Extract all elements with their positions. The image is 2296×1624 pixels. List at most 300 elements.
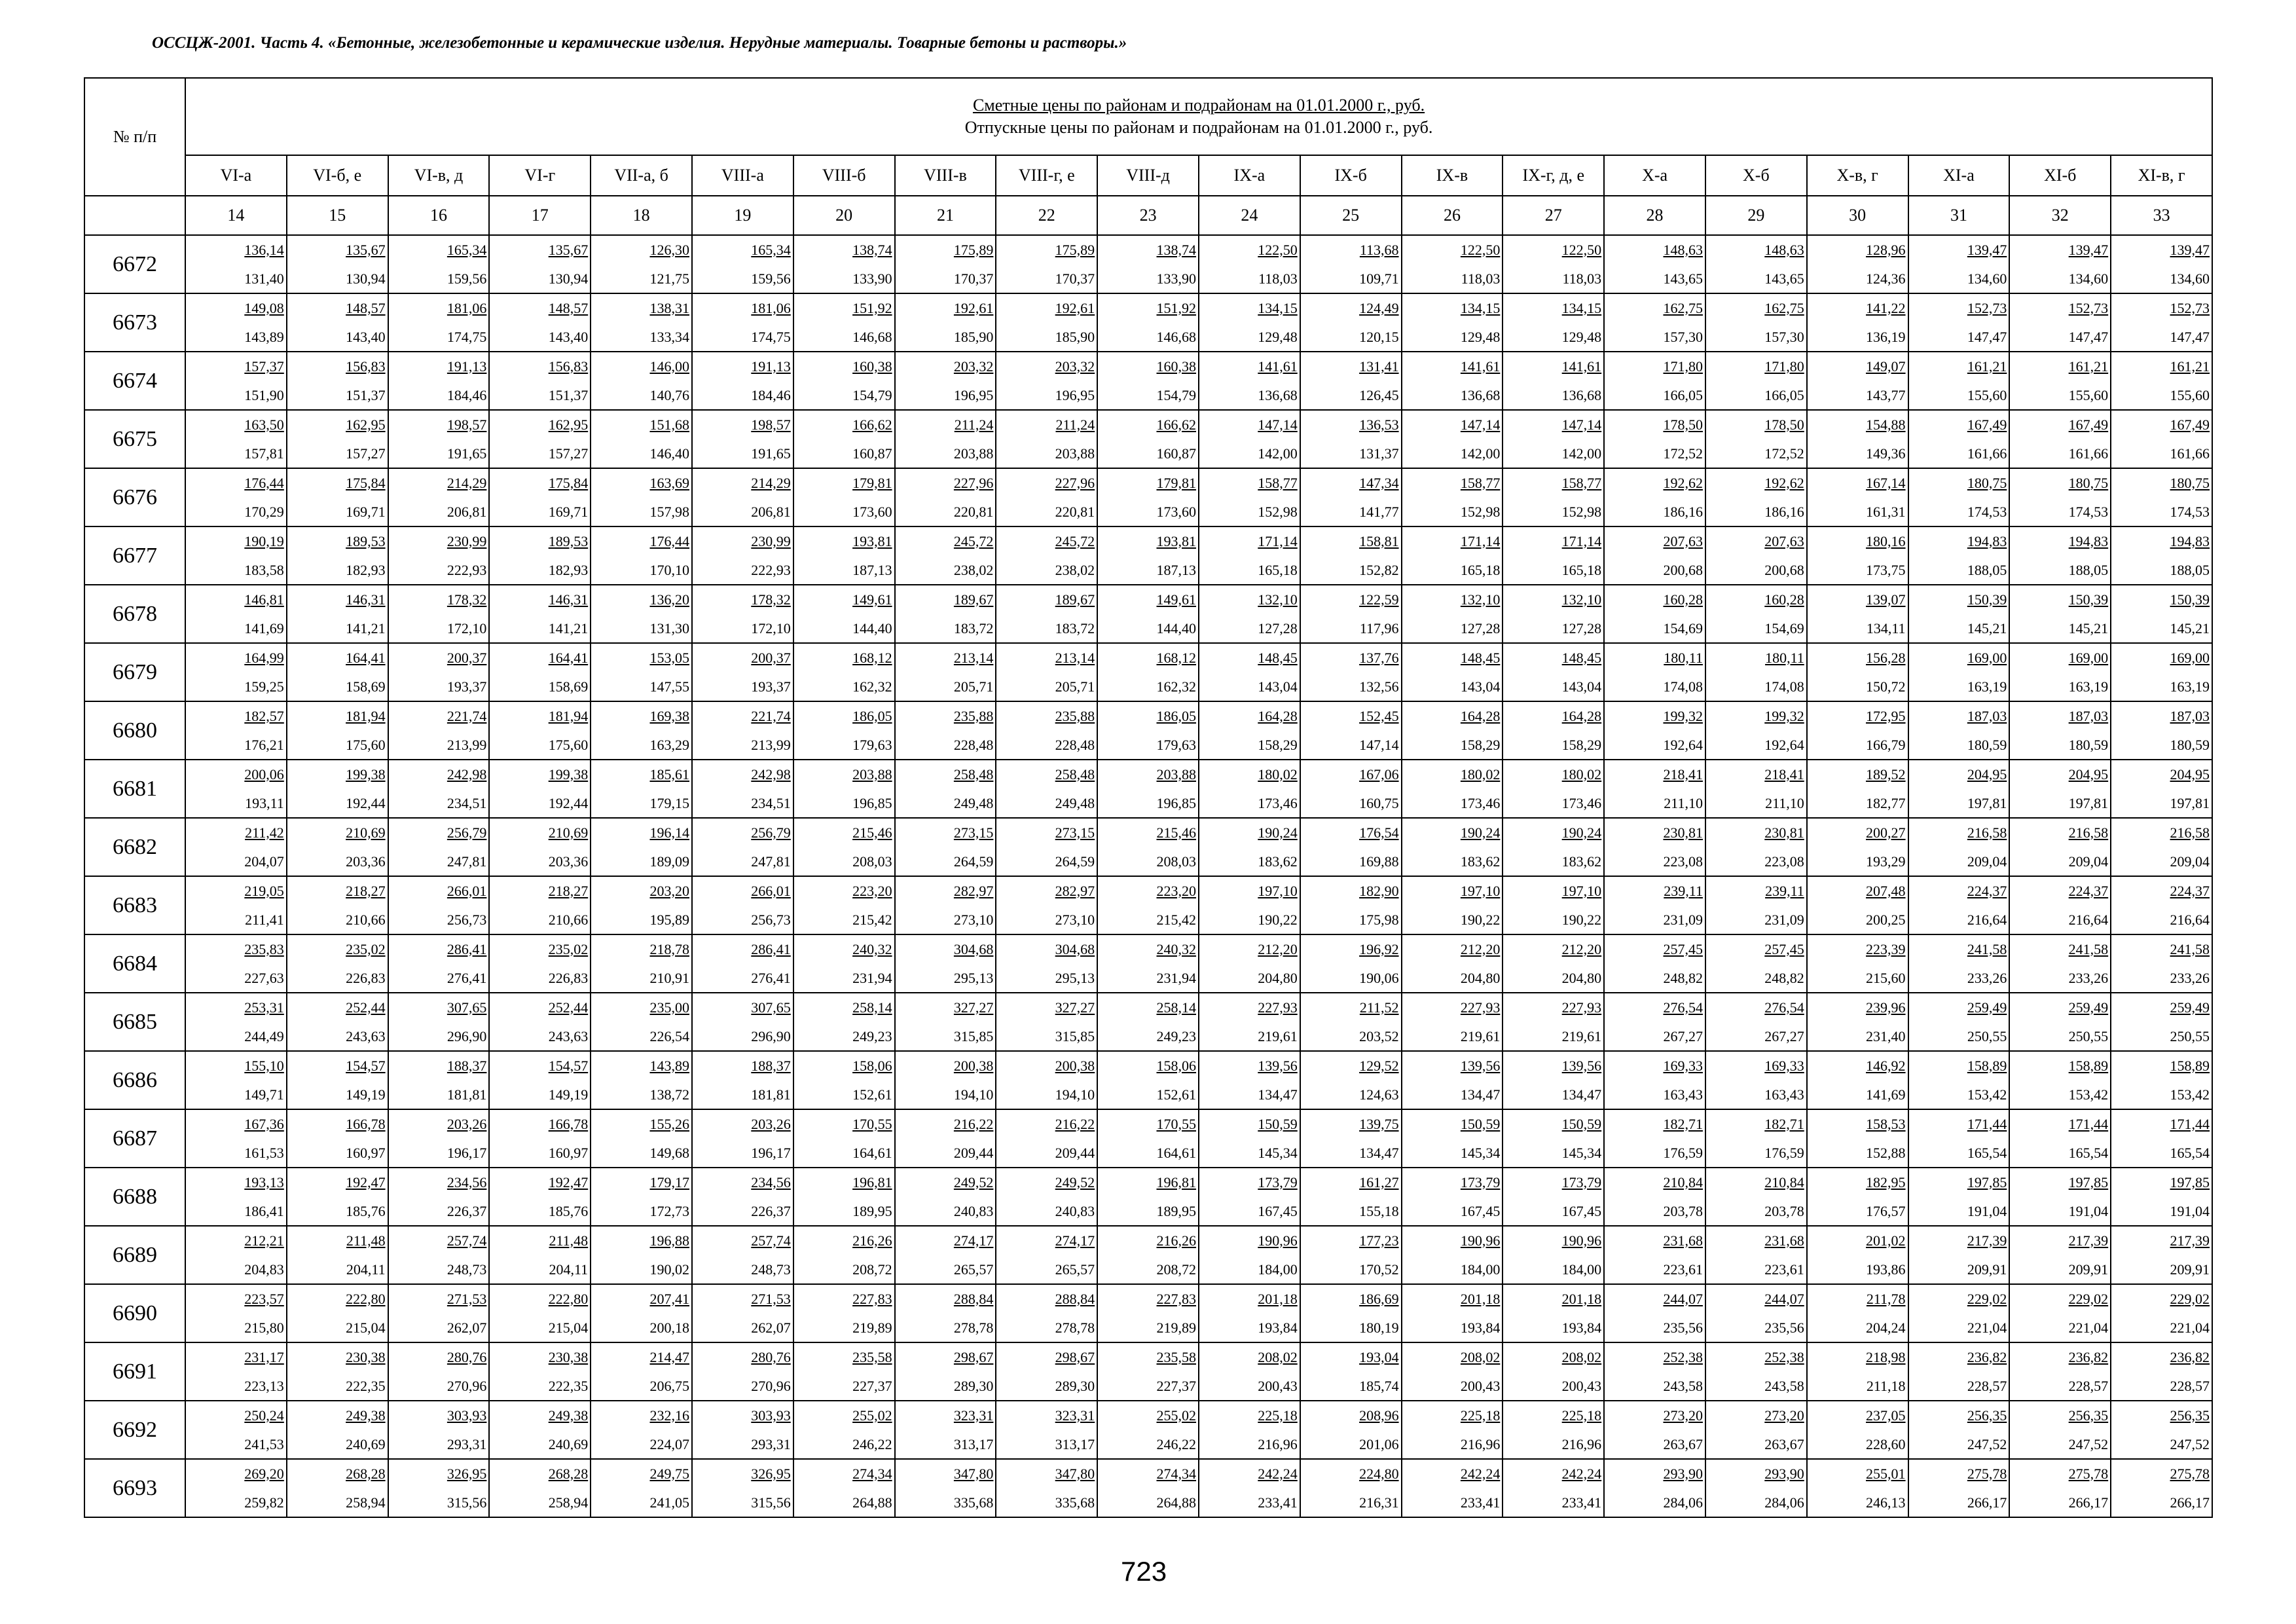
- estimated-price: 166,78: [346, 1115, 386, 1132]
- release-price: 184,00: [1258, 1261, 1298, 1278]
- release-price: 226,37: [446, 1202, 487, 1219]
- estimated-price: 200,37: [751, 649, 791, 666]
- column-number: 21: [895, 196, 996, 235]
- price-cell: [1300, 235, 1402, 293]
- estimated-price: 219,05: [244, 882, 284, 899]
- price-cell: [2111, 1459, 2212, 1517]
- price-cell: [1199, 1051, 1300, 1109]
- price-cell: [996, 934, 1097, 993]
- release-price: 205,71: [953, 678, 994, 695]
- estimated-price: 171,80: [1764, 358, 1804, 375]
- release-price: 185,90: [953, 328, 994, 345]
- price-cell: [1402, 993, 1503, 1051]
- estimated-price: 275,78: [2068, 1465, 2109, 1482]
- estimated-price: 307,65: [751, 999, 791, 1016]
- price-cell: [185, 701, 287, 760]
- price-cell: [895, 876, 996, 934]
- release-price: 130,94: [548, 270, 589, 287]
- release-price: 266,17: [2170, 1494, 2210, 1511]
- release-price: 134,47: [1258, 1086, 1298, 1103]
- price-cell: [1503, 818, 1604, 876]
- estimated-price: 196,81: [1156, 1173, 1196, 1190]
- estimated-price: 189,67: [953, 591, 994, 608]
- release-price: 231,40: [1866, 1027, 1906, 1044]
- price-cell: [2009, 1284, 2111, 1342]
- price-cell: [287, 526, 388, 585]
- price-cell: [1908, 1284, 2010, 1342]
- price-cell: [1705, 1109, 1807, 1168]
- price-cell: [185, 235, 287, 293]
- price-cell: [1807, 760, 1908, 818]
- estimated-price: 148,45: [1258, 649, 1298, 666]
- price-cell: [1199, 701, 1300, 760]
- estimated-price: 181,94: [346, 707, 386, 724]
- release-price: 192,64: [1764, 736, 1804, 753]
- price-cell: [1908, 1109, 2010, 1168]
- estimated-price: 211,24: [1055, 416, 1095, 433]
- price-cell: [185, 934, 287, 993]
- estimated-price: 194,83: [1967, 532, 2007, 549]
- row-number: 6677: [84, 526, 185, 585]
- price-cell: [1199, 818, 1300, 876]
- price-cell: [895, 1226, 996, 1284]
- price-cell: [591, 1226, 692, 1284]
- price-cell: [287, 1342, 388, 1401]
- estimated-price: 136,20: [649, 591, 689, 608]
- price-cell: [388, 701, 490, 760]
- price-cell: [793, 235, 895, 293]
- release-price: 163,19: [2068, 678, 2109, 695]
- release-price: 203,78: [1663, 1202, 1703, 1219]
- estimated-price: 203,26: [751, 1115, 791, 1132]
- price-cell: [1300, 643, 1402, 701]
- estimated-price: 275,78: [1967, 1465, 2007, 1482]
- release-price: 186,16: [1663, 503, 1703, 520]
- price-cell: [692, 585, 793, 643]
- estimated-price: 175,84: [548, 474, 589, 491]
- table-row: [84, 934, 2212, 993]
- release-price: 158,29: [1460, 736, 1501, 753]
- estimated-price: 134,15: [1561, 299, 1602, 316]
- price-cell: [1604, 293, 1705, 352]
- price-cell: [591, 1168, 692, 1226]
- price-cell: [1402, 410, 1503, 468]
- release-price: 154,79: [1156, 386, 1196, 403]
- release-price: 167,45: [1561, 1202, 1602, 1219]
- price-cell: [185, 1168, 287, 1226]
- release-price: 209,04: [2068, 853, 2109, 870]
- estimated-price: 164,99: [244, 649, 284, 666]
- column-number: 30: [1807, 196, 1908, 235]
- release-price: 263,67: [1764, 1435, 1804, 1452]
- district-header: X-в, г: [1807, 155, 1908, 196]
- price-cell: [1705, 585, 1807, 643]
- estimated-price: 212,20: [1258, 940, 1298, 957]
- estimated-price: 199,32: [1663, 707, 1703, 724]
- column-number: 32: [2009, 196, 2111, 235]
- estimated-price: 134,15: [1258, 299, 1298, 316]
- release-price: 192,64: [1663, 736, 1703, 753]
- release-price: 223,08: [1663, 853, 1703, 870]
- estimated-price: 175,89: [1055, 241, 1095, 258]
- estimated-price: 259,49: [2170, 999, 2210, 1016]
- price-cell: [1503, 293, 1604, 352]
- release-price: 262,07: [751, 1319, 791, 1336]
- release-price: 142,00: [1460, 445, 1501, 462]
- estimated-price: 201,18: [1258, 1290, 1298, 1307]
- estimated-price: 231,68: [1764, 1232, 1804, 1249]
- release-price: 143,04: [1258, 678, 1298, 695]
- release-price: 170,37: [953, 270, 994, 287]
- release-price: 158,29: [1561, 736, 1602, 753]
- price-cell: [388, 1459, 490, 1517]
- release-price: 193,29: [1866, 853, 1906, 870]
- page-number: 723: [1121, 1556, 1167, 1587]
- estimated-price: 197,85: [1967, 1173, 2007, 1190]
- column-number: 18: [591, 196, 692, 235]
- price-cell: [1705, 760, 1807, 818]
- estimated-price: 180,02: [1561, 766, 1602, 783]
- estimated-price: 156,83: [548, 358, 589, 375]
- estimated-price: 138,31: [649, 299, 689, 316]
- release-price: 184,00: [1460, 1261, 1501, 1278]
- estimated-price: 241,58: [2170, 940, 2210, 957]
- release-price: 146,68: [1156, 328, 1196, 345]
- estimated-price: 162,95: [548, 416, 589, 433]
- release-price: 204,80: [1460, 969, 1501, 986]
- price-cell: [793, 760, 895, 818]
- price-cell: [287, 468, 388, 526]
- estimated-price: 256,35: [1967, 1407, 2007, 1424]
- estimated-price: 148,45: [1561, 649, 1602, 666]
- estimated-price: 204,95: [2068, 766, 2109, 783]
- price-cell: [1097, 1109, 1199, 1168]
- estimated-price: 217,39: [2170, 1232, 2210, 1249]
- price-cell: [1705, 701, 1807, 760]
- release-price: 165,18: [1258, 561, 1298, 578]
- release-price: 289,30: [1055, 1377, 1095, 1394]
- district-header: VIII-д: [1097, 155, 1199, 196]
- price-cell: [1402, 701, 1503, 760]
- colnum-empty: [84, 196, 185, 235]
- price-cell: [1503, 468, 1604, 526]
- release-price: 203,88: [953, 445, 994, 462]
- price-cell: [2111, 643, 2212, 701]
- release-price: 136,68: [1561, 386, 1602, 403]
- release-price: 150,72: [1866, 678, 1906, 695]
- estimated-price: 203,20: [649, 882, 689, 899]
- price-cell: [1604, 760, 1705, 818]
- price-cell: [996, 643, 1097, 701]
- estimated-price: 138,74: [1156, 241, 1196, 258]
- estimated-price: 227,96: [953, 474, 994, 491]
- release-price: 240,69: [346, 1435, 386, 1452]
- price-cell: [1199, 1226, 1300, 1284]
- release-price: 240,69: [548, 1435, 589, 1452]
- release-price: 160,97: [346, 1144, 386, 1161]
- release-price: 209,91: [1967, 1261, 2007, 1278]
- price-cell: [185, 1342, 287, 1401]
- district-header: XI-в, г: [2111, 155, 2212, 196]
- price-cell: [1604, 1401, 1705, 1459]
- price-cell: [793, 876, 895, 934]
- estimated-price: 151,92: [852, 299, 892, 316]
- price-cell: [2009, 526, 2111, 585]
- table-row: [84, 818, 2212, 876]
- release-price: 130,94: [346, 270, 386, 287]
- estimated-price: 216,22: [953, 1115, 994, 1132]
- release-price: 180,59: [2170, 736, 2210, 753]
- release-price: 172,52: [1764, 445, 1804, 462]
- estimated-price: 135,67: [346, 241, 386, 258]
- price-cell: [2111, 1109, 2212, 1168]
- release-price: 152,88: [1866, 1144, 1906, 1161]
- estimated-price: 193,04: [1359, 1348, 1399, 1365]
- price-cell: [2111, 876, 2212, 934]
- release-price: 243,58: [1663, 1377, 1703, 1394]
- estimated-price: 150,39: [2068, 591, 2109, 608]
- estimated-price: 148,63: [1663, 241, 1703, 258]
- release-price: 208,72: [852, 1261, 892, 1278]
- table-row: [84, 1284, 2212, 1342]
- estimated-price: 158,06: [852, 1057, 892, 1074]
- price-cell: [1807, 468, 1908, 526]
- estimated-price: 154,57: [548, 1057, 589, 1074]
- release-price: 216,64: [2170, 911, 2210, 928]
- release-price: 296,90: [446, 1027, 487, 1044]
- estimated-price: 196,92: [1359, 940, 1399, 957]
- estimated-price: 190,96: [1460, 1232, 1501, 1249]
- estimated-price: 129,52: [1359, 1057, 1399, 1074]
- price-cell: [793, 526, 895, 585]
- price-cell: [1604, 993, 1705, 1051]
- estimated-price: 158,77: [1460, 474, 1501, 491]
- release-price: 187,13: [852, 561, 892, 578]
- price-cell: [185, 876, 287, 934]
- price-cell: [1199, 1284, 1300, 1342]
- price-cell: [1199, 934, 1300, 993]
- estimated-price: 158,89: [1967, 1057, 2007, 1074]
- release-price: 235,56: [1663, 1319, 1703, 1336]
- estimated-price: 189,53: [346, 532, 386, 549]
- estimated-price: 271,53: [751, 1290, 791, 1307]
- release-price: 249,48: [1055, 794, 1095, 811]
- estimated-price: 197,85: [2068, 1173, 2109, 1190]
- estimated-price: 185,61: [649, 766, 689, 783]
- estimated-price: 163,69: [649, 474, 689, 491]
- price-cell: [895, 410, 996, 468]
- estimated-price: 203,32: [1055, 358, 1095, 375]
- release-price: 131,40: [244, 270, 284, 287]
- release-price: 158,29: [1258, 736, 1298, 753]
- release-price: 124,63: [1359, 1086, 1399, 1103]
- release-price: 204,83: [244, 1261, 284, 1278]
- estimated-price: 166,62: [1156, 416, 1196, 433]
- release-price: 152,98: [1460, 503, 1501, 520]
- release-price: 120,15: [1359, 328, 1399, 345]
- release-price: 155,60: [2068, 386, 2109, 403]
- estimated-price: 152,73: [2068, 299, 2109, 316]
- price-cell: [287, 643, 388, 701]
- estimated-price: 223,20: [852, 882, 892, 899]
- estimated-price: 259,49: [1967, 999, 2007, 1016]
- estimated-price: 196,81: [852, 1173, 892, 1190]
- price-cell: [895, 526, 996, 585]
- estimated-price: 158,89: [2170, 1057, 2210, 1074]
- estimated-price: 256,35: [2170, 1407, 2210, 1424]
- release-price: 172,10: [751, 619, 791, 637]
- price-cell: [1807, 1284, 1908, 1342]
- estimated-price: 175,89: [953, 241, 994, 258]
- estimated-price: 200,27: [1866, 824, 1906, 841]
- price-cell: [1604, 526, 1705, 585]
- release-price: 153,42: [2170, 1086, 2210, 1103]
- release-price: 180,59: [2068, 736, 2109, 753]
- price-cell: [1402, 1109, 1503, 1168]
- price-cell: [1908, 1342, 2010, 1401]
- release-price: 228,48: [953, 736, 994, 753]
- estimated-price: 236,82: [2068, 1348, 2109, 1365]
- release-price: 133,90: [1156, 270, 1196, 287]
- price-cell: [2111, 468, 2212, 526]
- estimated-price: 286,41: [751, 940, 791, 957]
- price-cell: [996, 585, 1097, 643]
- price-cell: [1503, 701, 1604, 760]
- estimated-price: 193,13: [244, 1173, 284, 1190]
- estimated-price: 128,96: [1866, 241, 1906, 258]
- release-price: 233,26: [2170, 969, 2210, 986]
- estimated-price: 171,14: [1561, 532, 1602, 549]
- price-cell: [1908, 1051, 2010, 1109]
- price-cell: [489, 760, 591, 818]
- estimated-price: 266,01: [446, 882, 487, 899]
- release-price: 153,42: [2068, 1086, 2109, 1103]
- release-price: 173,46: [1561, 794, 1602, 811]
- price-cell: [1402, 1168, 1503, 1226]
- estimated-price: 149,61: [852, 591, 892, 608]
- release-price: 182,77: [1866, 794, 1906, 811]
- district-header: VI-а: [185, 155, 287, 196]
- price-cell: [1402, 643, 1503, 701]
- release-price: 216,96: [1258, 1435, 1298, 1452]
- release-price: 165,18: [1460, 561, 1501, 578]
- price-cell: [388, 1342, 490, 1401]
- release-price: 190,22: [1460, 911, 1501, 928]
- price-cell: [1199, 585, 1300, 643]
- release-price: 228,57: [2170, 1377, 2210, 1394]
- estimated-price: 211,48: [549, 1232, 589, 1249]
- price-cell: [692, 1051, 793, 1109]
- release-price: 166,05: [1663, 386, 1703, 403]
- price-cell: [996, 1342, 1097, 1401]
- estimated-price: 179,81: [852, 474, 892, 491]
- release-price: 191,04: [2170, 1202, 2210, 1219]
- price-cell: [2009, 934, 2111, 993]
- column-number-row: [84, 196, 2212, 235]
- release-price: 276,41: [446, 969, 487, 986]
- estimated-price: 158,77: [1258, 474, 1298, 491]
- row-number: 6673: [84, 293, 185, 352]
- release-price: 160,75: [1359, 794, 1399, 811]
- release-price: 134,47: [1561, 1086, 1602, 1103]
- release-price: 134,60: [1967, 270, 2007, 287]
- estimated-price: 326,95: [751, 1465, 791, 1482]
- price-cell: [895, 1401, 996, 1459]
- estimated-price: 191,13: [446, 358, 487, 375]
- price-cell: [1097, 468, 1199, 526]
- release-price: 206,75: [649, 1377, 689, 1394]
- release-price: 273,10: [953, 911, 994, 928]
- estimated-price: 158,53: [1866, 1115, 1906, 1132]
- price-cell: [895, 1109, 996, 1168]
- estimated-price: 239,96: [1866, 999, 1906, 1016]
- estimated-price: 211,48: [346, 1232, 386, 1249]
- release-price: 258,94: [346, 1494, 386, 1511]
- release-price: 183,62: [1561, 853, 1602, 870]
- estimated-price: 218,27: [346, 882, 386, 899]
- estimated-price: 122,50: [1561, 241, 1602, 258]
- release-price: 193,86: [1866, 1261, 1906, 1278]
- price-cell: [996, 701, 1097, 760]
- price-cell: [185, 1226, 287, 1284]
- release-price: 247,52: [2068, 1435, 2109, 1452]
- estimated-price: 249,52: [953, 1173, 994, 1190]
- estimated-price: 200,06: [244, 766, 284, 783]
- estimated-price: 256,79: [751, 824, 791, 841]
- estimated-price: 147,14: [1561, 416, 1602, 433]
- estimated-price: 242,98: [751, 766, 791, 783]
- price-cell: [895, 1342, 996, 1401]
- estimated-price: 213,14: [953, 649, 994, 666]
- release-price: 134,11: [1866, 619, 1906, 637]
- estimated-price: 235,02: [548, 940, 589, 957]
- release-price: 191,65: [751, 445, 791, 462]
- price-cell: [1807, 934, 1908, 993]
- estimated-price: 211,52: [1359, 999, 1399, 1016]
- table-body: [84, 235, 2212, 1517]
- release-price: 163,19: [2170, 678, 2210, 695]
- estimated-price: 224,37: [2068, 882, 2109, 899]
- estimated-price: 216,22: [1055, 1115, 1095, 1132]
- estimated-price: 148,45: [1460, 649, 1501, 666]
- estimated-price: 275,78: [2170, 1465, 2210, 1482]
- estimated-price: 134,15: [1460, 299, 1501, 316]
- release-price: 161,66: [2068, 445, 2109, 462]
- price-cell: [895, 235, 996, 293]
- release-price: 167,45: [1460, 1202, 1501, 1219]
- price-cell: [591, 1051, 692, 1109]
- price-cell: [1705, 1051, 1807, 1109]
- price-cell: [1097, 1284, 1199, 1342]
- price-cell: [185, 818, 287, 876]
- price-cell: [1503, 1109, 1604, 1168]
- estimated-price: 217,39: [1967, 1232, 2007, 1249]
- release-price: 226,83: [346, 969, 386, 986]
- estimated-price: 230,38: [346, 1348, 386, 1365]
- table-row: [84, 876, 2212, 934]
- release-price: 127,28: [1460, 619, 1501, 637]
- price-cell: [1402, 934, 1503, 993]
- estimated-price: 216,58: [2068, 824, 2109, 841]
- price-cell: [1503, 1459, 1604, 1517]
- price-cell: [1402, 293, 1503, 352]
- estimated-price: 180,75: [2068, 474, 2109, 491]
- column-number: 28: [1604, 196, 1705, 235]
- release-price: 134,47: [1460, 1086, 1501, 1103]
- price-cell: [489, 1284, 591, 1342]
- release-price: 189,09: [649, 853, 689, 870]
- price-cell: [287, 410, 388, 468]
